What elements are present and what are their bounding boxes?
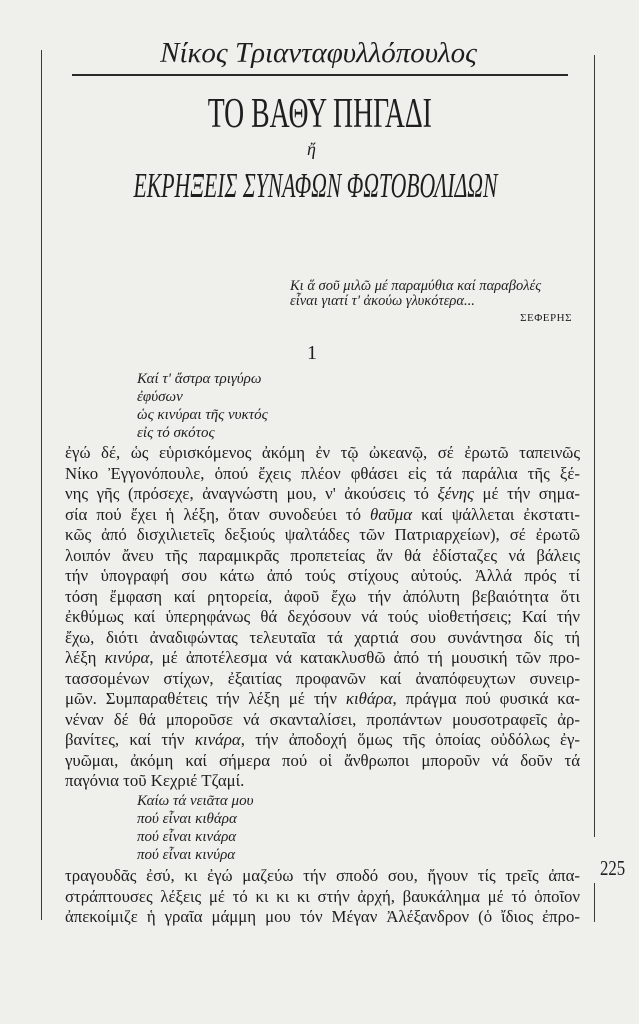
text-segment: στράπτουσες λέξεις μέ τό κι κι κι στήν ἀρχή, βαυκάλημα μέ τό ὁποῖον: [65, 886, 580, 906]
epigraph: [290, 279, 541, 309]
text-line: [65, 628, 580, 649]
verse-line: Καίω τά νειᾶτα μου: [137, 793, 254, 809]
text-segment: , μέ ἀποτέλεσμα νά κατακλυσθῶ ἀπό τή μουσική τῶν προ-: [149, 648, 580, 667]
body-paragraph-1: [65, 443, 580, 792]
epigraph-line: Κι ἅ σοῦ μιλῶ μέ παραμύθια καί παραβολές: [290, 278, 542, 294]
text-line: [65, 866, 580, 887]
text-segment: τραγουδᾶς ἐσύ, κι ἐγώ μαζεύω τήν σποδό σου, ἤγουν τίς τρεῖς ἀπα-: [65, 866, 580, 885]
verse-line: εἰς τό σκότος: [137, 425, 215, 441]
text-segment: μέ τήν σημα-: [473, 484, 580, 503]
text-line: [65, 751, 580, 772]
text-line: [65, 505, 580, 526]
text-line: [65, 464, 580, 485]
italic-term: κινάρα: [194, 730, 241, 749]
italic-term: κινύρα: [104, 648, 150, 667]
text-line: [65, 730, 580, 751]
text-segment: γυῶμαι, ἀκόμη καί σήμερα πού οἱ ἄνθρωποι μποροῦν νά δοῦν τά: [65, 750, 580, 770]
italic-term: ξένης: [437, 484, 474, 503]
chapter-subtitle: [0, 168, 635, 203]
text-segment: τόση ἔμφαση καί ρητορεία, ἀφοῦ ἔχω τήν ἀπόλυτη βεβαιότητα ὅτι: [65, 586, 580, 606]
italic-term: θαῦμα: [370, 504, 413, 524]
text-segment: , τήν ἀποδοχή ὅμως τῆς ὁποίας οὐδόλως ἐγ-: [240, 730, 581, 749]
chapter-subtitle-text: ΕΚΡΗΞΕΙΣ ΣΥΝΑΦΩΝ ΦΩΤΟΒΟΛΙΔΩΝ: [133, 166, 498, 205]
text-segment: τασσομένων στίχων, ἐξαιτίας προφανῶν καί ἀναπόφευχτων συνειρ-: [65, 668, 580, 688]
verse-quote-1: [137, 370, 268, 442]
text-segment: παγόνια τοῦ Κεχριέ Τζαμί.: [65, 771, 245, 790]
text-line: [65, 607, 580, 628]
header-rule: [72, 74, 568, 76]
verse-line: ἐφύσων: [137, 389, 183, 405]
epigraph-attribution: ΣΕΦΕΡΗΣ: [520, 312, 572, 324]
verse-quote-2: [137, 792, 253, 864]
text-segment: καί ψάλλεται ἐκστατι-: [412, 504, 580, 524]
text-segment: κῶς ἀπό δισχιλιετεῖς δεξιούς ψαλτάδες τῶν Πατριαρχείων), σέ ἐρωτῶ: [65, 525, 580, 544]
text-segment: μῶν. Συμπαραθέτεις τήν λέξη μέ τήν: [65, 689, 346, 708]
title-conjunction: ἤ: [307, 139, 316, 159]
verse-line: πού εἶναι κινύρα: [137, 847, 236, 863]
text-line: [65, 887, 580, 908]
chapter-title-text: ΤΟ ΒΑΘΥ ΠΗΓΑΔΙ: [207, 91, 432, 137]
right-margin-line-lower: [594, 883, 595, 922]
text-segment: λέξη: [65, 648, 105, 667]
text-segment: νέναν δέ θά μποροῦσε νά σκανταλίσει, προπάντων μουσοτραφεῖς ἀρ-: [65, 709, 580, 729]
verse-line: πού εἶναι κινάρα: [137, 829, 237, 845]
text-line: [65, 546, 580, 567]
text-segment: ἔχω, διότι ἀναδιφώντας τελευταῖα τά χαρτιά σου συνάντησα δίς τή: [65, 627, 580, 647]
text-segment: βανίτες, καί τήν: [65, 730, 195, 749]
page-number: 225: [600, 856, 626, 880]
text-line: [65, 648, 580, 669]
verse-line: πού εἶναι κιθάρα: [137, 811, 237, 827]
running-header-author: Νίκος Τριανταφυλλόπουλος: [160, 37, 477, 69]
text-line: [65, 443, 580, 464]
text-segment: ἐγώ δέ, ὡς εὑρισκόμενος ἀκόμη ἐν τῷ ὠκεανῷ, σέ ἐρωτῶ ταπεινῶς: [65, 443, 580, 462]
section-number: 1: [307, 342, 317, 364]
text-segment: ἐκθύμως καί ὑπερηφάνως θά δεχόσουν νά τούς υἱοθετήσεις; Καί τήν: [65, 607, 580, 626]
epigraph-line: εἶναι γιατί τ' ἀκούω γλυκότερα...: [290, 293, 475, 309]
text-line: [65, 566, 580, 587]
text-line: [65, 525, 580, 546]
text-segment: Νίκο Ἐγγονόπουλε, ὁπού ἔχεις πλέον φθάσει εἰς τά παράλια τῆς ξέ-: [65, 463, 580, 483]
text-line: [65, 669, 580, 690]
text-line: [65, 689, 580, 710]
text-line: [65, 907, 580, 928]
text-segment: σία πού ἔχει ἡ λέξη, ὅταν συνοδεύει τό: [65, 504, 371, 524]
text-segment: τήν ὑπογραφή σου κάτω ἀπό τούς στίχους αὐτούς. Ἀλλά πρός τί: [65, 566, 580, 585]
text-segment: ἀπεκοίμιζε ἡ γραῖα μάμμη μου τόν Μέγαν Ἀλέξανδρον (ὁ ἴδιος ἐπρο-: [65, 907, 580, 926]
text-line: [65, 710, 580, 731]
text-segment: νης γῆς (πρόσεχε, ἀναγνώστη μου, ν' ἀκούσεις τό: [65, 484, 438, 503]
verse-line: ὡς κινύραι τῆς νυκτός: [137, 407, 268, 423]
text-segment: λοιπόν ἄνευ τῆς παραμικρᾶς προπετείας ἄν θά ἐδίσταζες νά βάλεις: [65, 545, 580, 565]
chapter-title: [0, 93, 639, 135]
text-segment: , πράγμα πού φυσικά κα-: [392, 689, 580, 708]
text-line: [65, 587, 580, 608]
italic-term: κιθάρα: [345, 689, 393, 708]
text-line: [65, 484, 580, 505]
text-line: [65, 771, 580, 792]
body-paragraph-2: [65, 866, 580, 928]
verse-line: Καί τ' ἄστρα τριγύρω: [137, 371, 262, 387]
